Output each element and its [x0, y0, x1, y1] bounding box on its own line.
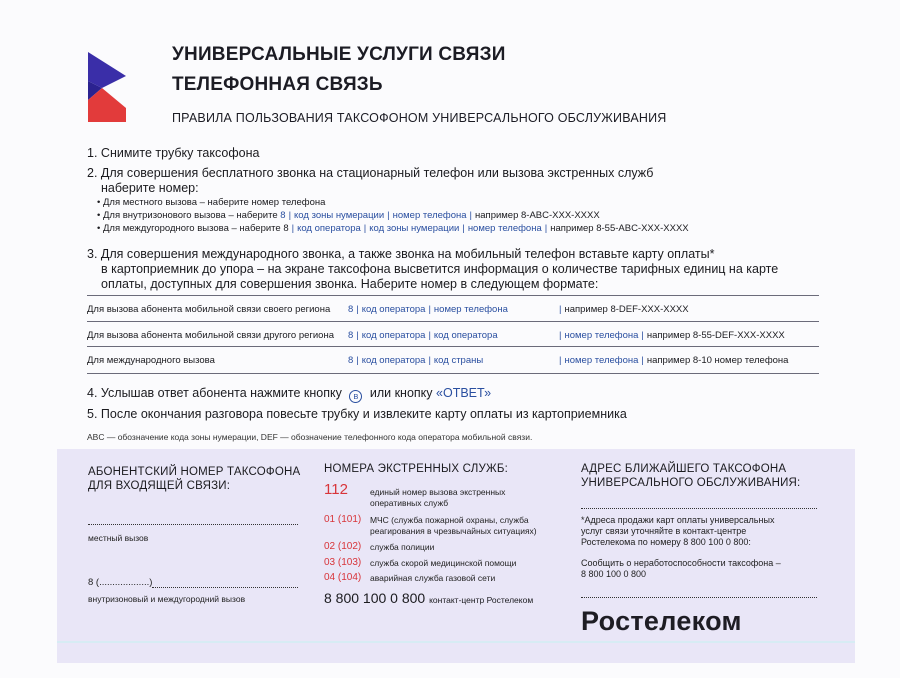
step-3-number: 3.	[87, 247, 98, 261]
step-3-line-2: в картоприемник до упора – на экране таксофона высветится информация о количестве тарифных единиц на карте	[101, 262, 779, 276]
table-row-label: Для вызова абонента мобильной связи своего региона	[87, 304, 331, 315]
bullet-longdistance-example: например 8-55-ABC-XXX-XXXX	[550, 223, 689, 234]
table-rule-bottom	[87, 373, 819, 374]
bullet-longdistance-part-1: код оператора	[297, 223, 361, 234]
service-code: 04 (104)	[324, 572, 362, 583]
service-desc-line-1: МЧС (служба пожарной охраны, служба	[370, 515, 529, 525]
intl-number-label: внутризоновый и междугородний вызов	[88, 594, 246, 604]
table-rule-1	[87, 321, 819, 322]
table-cell: код оператора	[361, 330, 426, 341]
step-4	[87, 386, 491, 403]
table-cell: 8	[348, 304, 354, 315]
step-1	[87, 146, 259, 160]
card-sales-info-line-1: *Адреса продажи карт оплаты универсальных	[581, 515, 775, 525]
step-5-number: 5.	[87, 407, 98, 421]
table-row-code: 8 | код оператора | код страны	[348, 355, 484, 366]
step-2	[87, 166, 653, 180]
table-cell-example: например 8-55-DEF-XXX-XXXX	[646, 330, 785, 341]
step-4-text-b: или кнопку	[369, 386, 433, 400]
intl-number-line	[152, 586, 298, 588]
answer-button-label: «ОТВЕТ»	[436, 386, 492, 400]
step-4-text-a: Услышав ответ абонента нажмите кнопку	[100, 386, 342, 400]
bullet-local	[97, 197, 325, 208]
table-row-example: | например 8-DEF-XXX-XXXX	[559, 304, 689, 315]
report-line	[581, 596, 817, 598]
bullet-longdistance-part-2: код зоны нумерации	[369, 223, 460, 234]
service-desc: аварийная служба газовой сети	[370, 573, 496, 583]
nearest-payphone-heading-line-2: УНИВЕРСАЛЬНОГО ОБСЛУЖИВАНИЯ:	[581, 477, 801, 489]
bullet-intrazone: • Для внутризонового вызова – наберите 8 | код зоны нумерации | номер телефона | например 8-ABC-XXX-XXXX	[97, 210, 600, 221]
step-4-number: 4.	[87, 386, 98, 400]
table-row-code: 8 | код оператора | номер телефона	[348, 304, 508, 315]
contact-center-number: 8 800 100 0 800	[324, 590, 426, 606]
bullet-intrazone-part-2: номер телефона	[392, 210, 467, 221]
card-sales-info	[581, 515, 774, 548]
step-3	[87, 247, 714, 261]
bullet-longdistance-part-3: номер телефона	[467, 223, 542, 234]
card-sales-info-line-2: услуг связи уточняйте в контакт-центре	[581, 526, 747, 536]
service-desc: служба скорой медицинской помощи	[370, 558, 517, 568]
card-sales-info-line-3: Ростелекома по номеру 8 800 100 0 800:	[581, 537, 751, 547]
payphone-number-heading-line-1: АБОНЕНТСКИЙ НОМЕР ТАКСОФОНА	[88, 466, 301, 478]
table-cell: код оператора	[433, 330, 498, 341]
brand-wordmark: Ростелеком	[581, 606, 742, 636]
table-cell: код страны	[433, 355, 484, 366]
contact-center-label: контакт-центр Ростелеком	[429, 595, 534, 605]
bullet-intrazone-example: например 8-ABC-XXX-XXXX	[475, 210, 600, 221]
step-2-line-1: Для совершения бесплатного звонка на стационарный телефон или вызова экстренных служб	[100, 166, 654, 180]
table-cell-example: например 8-10 номер телефона	[646, 355, 789, 366]
report-info-line-1: Сообщить о неработоспособности таксофона –	[581, 558, 781, 568]
bullet-local-label: • Для местного вызова – наберите номер телефона	[97, 197, 326, 208]
emergency-112-desc-line-2: оперативных служб	[370, 498, 449, 508]
report-info-line-2: 8 800 100 0 800	[581, 569, 647, 579]
phone-button-icon: B	[349, 390, 362, 403]
emergency-112-desc-line-1: единый номер вызова экстренных	[370, 487, 506, 497]
subtitle: ПРАВИЛА ПОЛЬЗОВАНИЯ ТАКСОФОНОМ УНИВЕРСАЛЬНОГО ОБСЛУЖИВАНИЯ	[172, 111, 667, 125]
bullet-longdistance: • Для междугородного вызова – наберите 8 | код оператора | код зоны нумерации | номер телефона | например 8-55-ABC-XXX-XXXX	[97, 223, 689, 234]
nearest-payphone-heading	[581, 462, 800, 490]
service-code: 01 (101)	[324, 514, 362, 525]
table-row-label: Для вызова абонента мобильной связи другого региона	[87, 330, 334, 341]
table-cell: номер телефона	[433, 304, 508, 315]
panel-accent-line	[57, 641, 855, 643]
table-rule-top	[87, 295, 819, 296]
emergency-112-desc	[370, 487, 505, 509]
service-desc-line-2: реагирования в чрезвычайных ситуациях)	[370, 526, 537, 536]
local-number-line	[88, 523, 298, 525]
service-code: 02 (102)	[324, 541, 362, 552]
table-cell: номер телефона	[564, 355, 639, 366]
bullet-intrazone-part-1: код зоны нумерации	[294, 210, 385, 221]
table-cell: код оператора	[361, 355, 426, 366]
intl-number-prefix: 8 (...................)	[88, 577, 153, 588]
payphone-number-heading	[88, 465, 300, 493]
step-5	[87, 407, 627, 421]
address-line	[581, 507, 817, 509]
nearest-payphone-heading-line-1: АДРЕС БЛИЖАЙШЕГО ТАКСОФОНА	[581, 463, 787, 475]
table-row-code: 8 | код оператора | код оператора	[348, 330, 498, 341]
rostelecom-logo-icon	[84, 48, 130, 124]
table-cell: 8	[348, 355, 354, 366]
step-5-text: После окончания разговора повесьте трубку и извлеките карту оплаты из картоприемника	[100, 407, 627, 421]
service-desc: служба полиции	[370, 542, 435, 552]
bullet-intrazone-label: • Для внутризонового вызова – наберите	[97, 210, 278, 221]
table-row-example: | номер телефона | например 8-10 номер телефона	[559, 355, 789, 366]
contact-center	[324, 590, 533, 606]
step-3-line-3: оплаты, доступных для совершения звонка. Наберите номер в следующем формате:	[101, 277, 599, 291]
service-desc	[370, 515, 537, 537]
title-line-1: УНИВЕРСАЛЬНЫЕ УСЛУГИ СВЯЗИ	[172, 44, 506, 65]
bullet-longdistance-label: • Для междугородного вызова – наберите 8	[97, 223, 289, 234]
payphone-number-heading-line-2: ДЛЯ ВХОДЯЩЕЙ СВЯЗИ:	[88, 480, 231, 492]
title-line-2: ТЕЛЕФОННАЯ СВЯЗЬ	[172, 74, 383, 95]
table-rule-2	[87, 346, 819, 347]
emergency-112: 112	[324, 481, 348, 498]
step-3-line-1: Для совершения международного звонка, а также звонка на мобильный телефон вставьте карту оплаты*	[100, 247, 715, 261]
bullet-intrazone-code: 8	[280, 210, 286, 221]
table-row-label: Для международного вызова	[87, 355, 215, 366]
step-2-number: 2.	[87, 166, 98, 180]
emergency-heading: НОМЕРА ЭКСТРЕННЫХ СЛУЖБ:	[324, 463, 508, 475]
step-1-text: Снимите трубку таксофона	[100, 146, 260, 160]
step-2-line-2: наберите номер:	[101, 181, 199, 195]
local-number-label: местный вызов	[88, 533, 149, 543]
report-info	[581, 558, 781, 580]
table-cell-example: например 8-DEF-XXX-XXXX	[564, 304, 689, 315]
service-code: 03 (103)	[324, 557, 362, 568]
footnote: ABC — обозначение кода зоны нумерации, DEF — обозначение телефонного кода оператора мобильной связи.	[87, 432, 533, 442]
table-row-example: | номер телефона | например 8-55-DEF-XXX-XXXX	[559, 330, 785, 341]
table-cell: код оператора	[361, 304, 426, 315]
table-cell: номер телефона	[564, 330, 639, 341]
table-cell: 8	[348, 330, 354, 341]
step-1-number: 1.	[87, 146, 98, 160]
